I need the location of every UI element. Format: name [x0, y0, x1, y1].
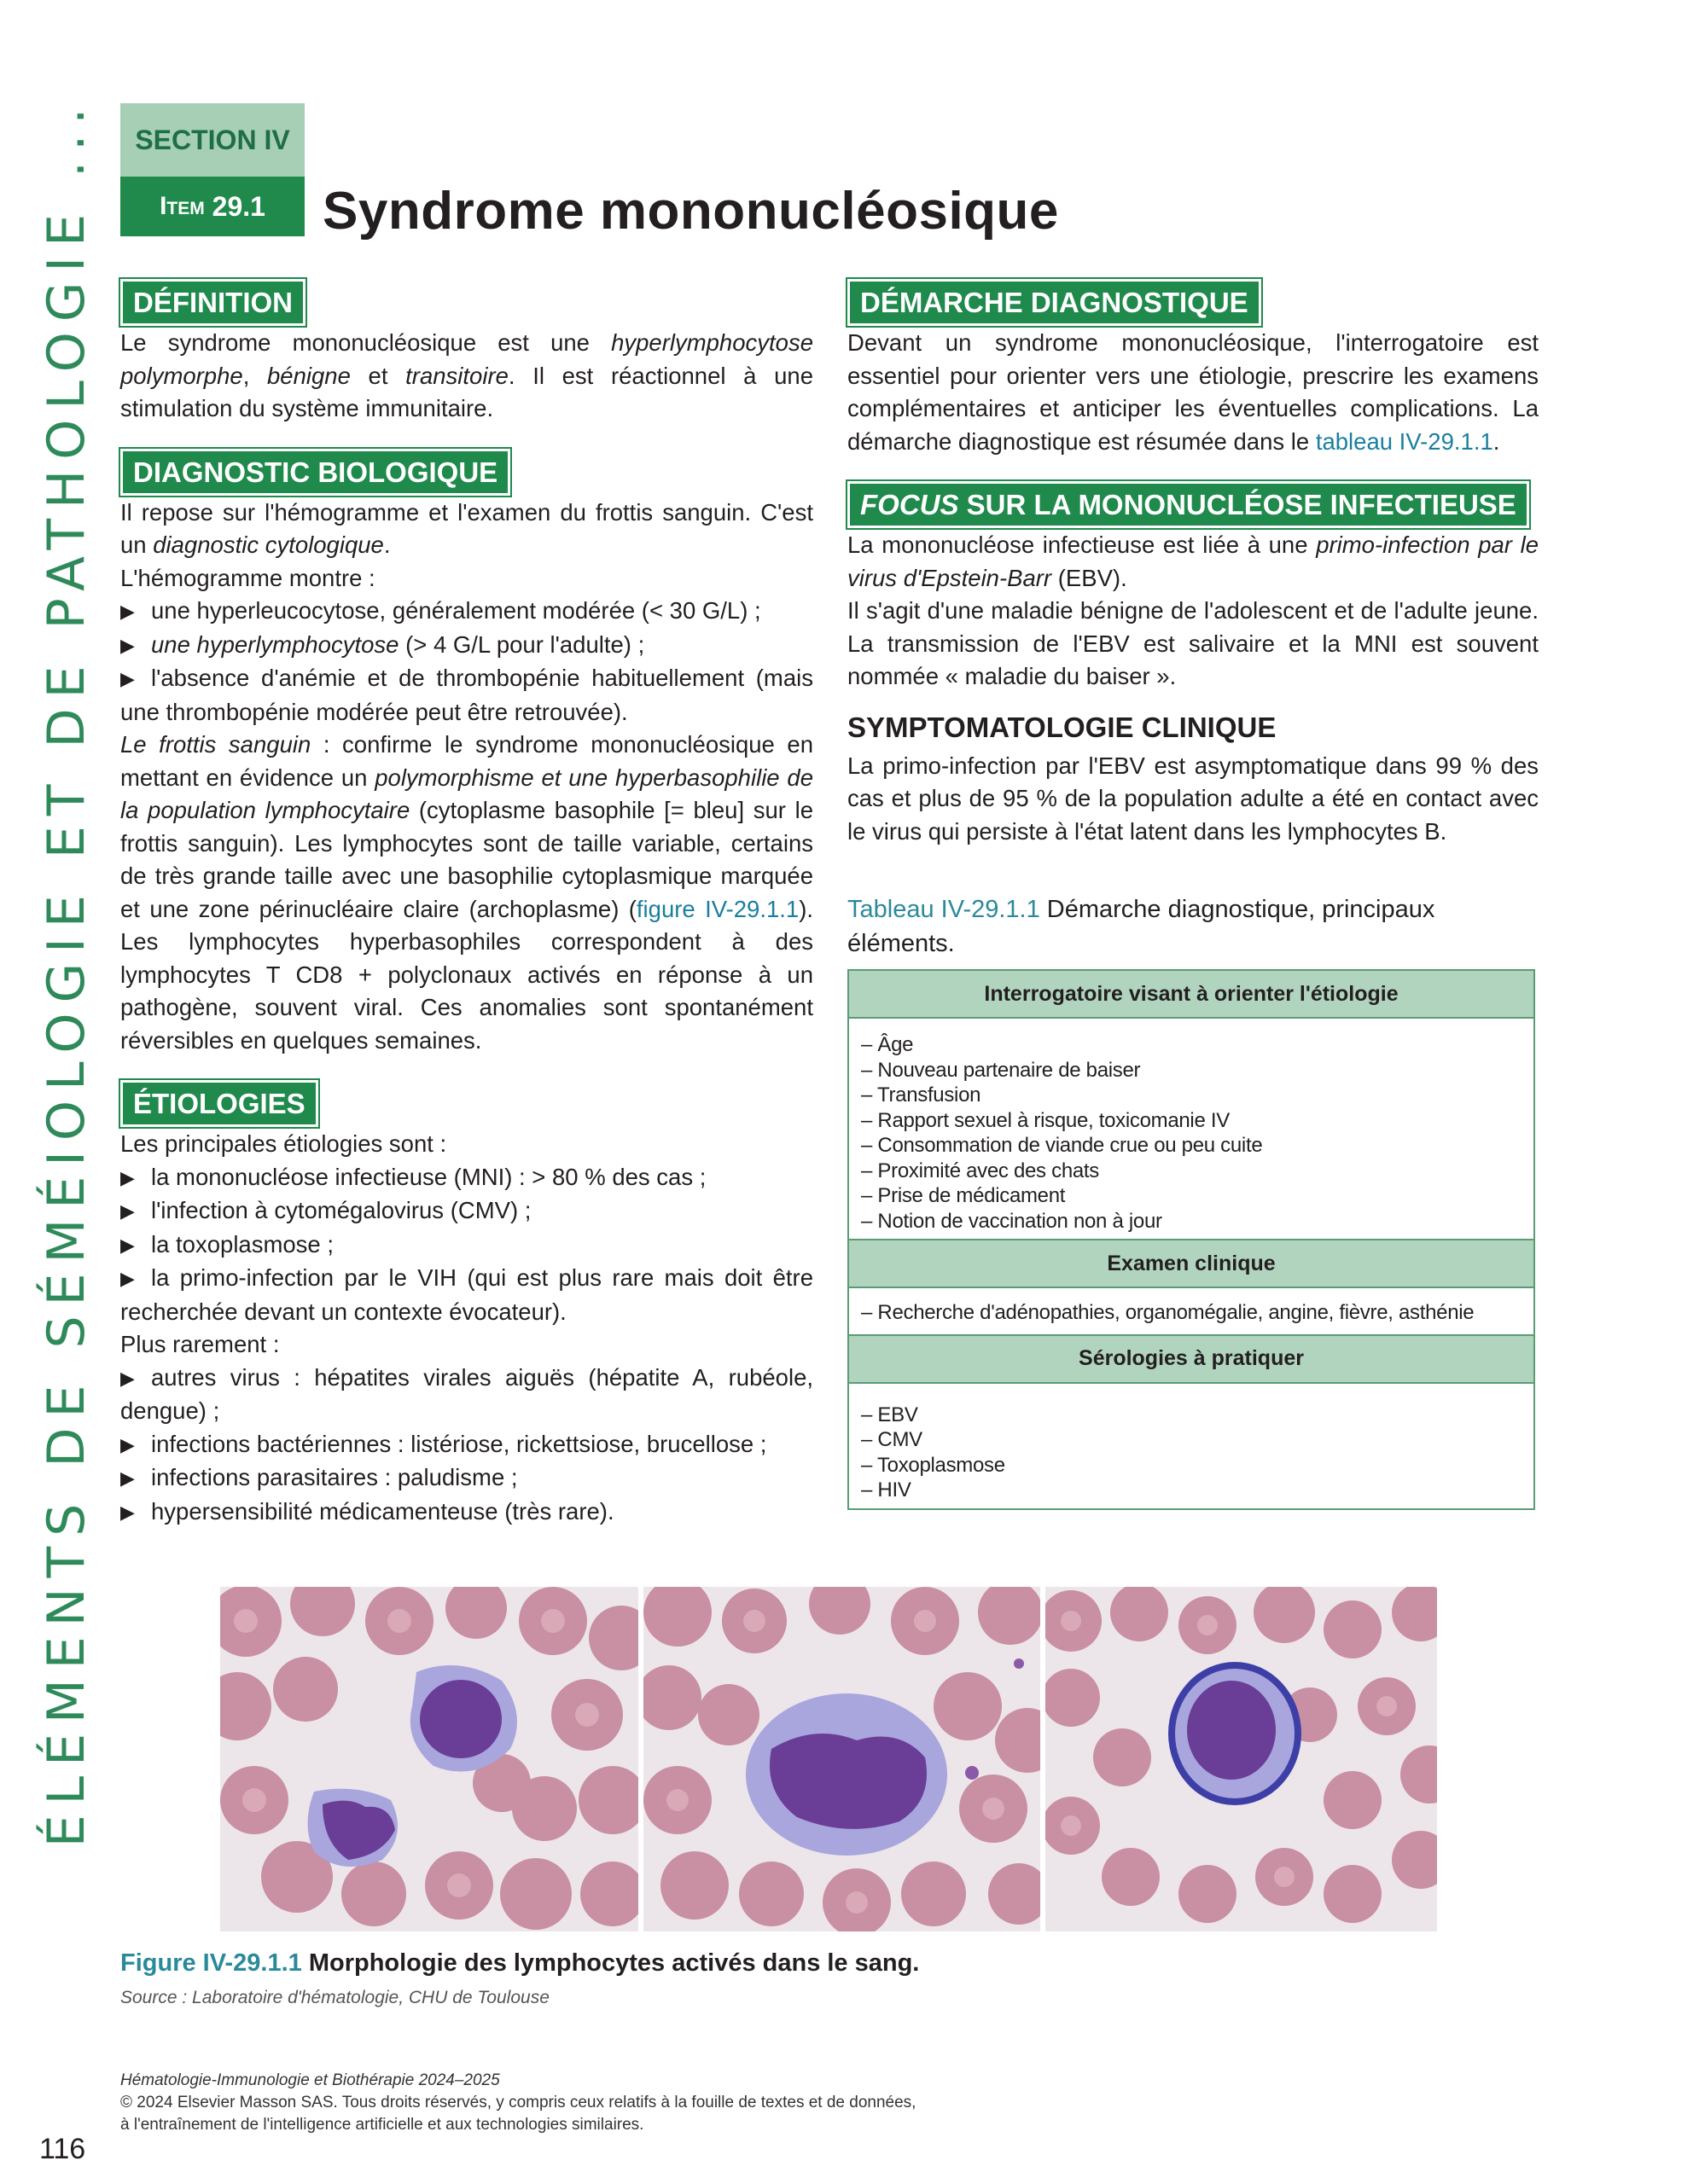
list-item: ▶ une hyperleucocytose, généralement modérée (< 30 G/L) ;	[120, 597, 761, 624]
list-item: – HIV	[861, 1478, 911, 1502]
list-item: – Notion de vaccination non à jour	[861, 1209, 1162, 1233]
list-item: – CMV	[861, 1428, 922, 1451]
list-item: ▶ la primo-infection par le VIH (qui est plus rare mais doit être recherchée devant un contexte évocateur).	[120, 1264, 813, 1325]
item-label	[120, 177, 305, 236]
figure-caption: Figure IV-29.1.1 Morphologie des lymphocytes activés dans le sang.	[120, 1949, 920, 1977]
list-item: ▶ autres virus : hépatites virales aiguës (hépatite A, rubéole, dengue) ;	[120, 1363, 813, 1424]
symptomatologie-text: La primo-infection par l'EBV est asymptomatique dans 99 % des cas et plus de 95 % de la population adulte a été en contact avec le virus qui persiste à l'état latent dans les lymphocytes B.	[847, 752, 1539, 845]
list-item: ▶ l'absence d'anémie et de thrombopénie habituellement (mais une thrombopénie modérée peut être retrouvée).	[120, 665, 813, 725]
list-item: ▶ infections parasitaires : paludisme ;	[120, 1464, 518, 1490]
copyright-line-2: à l'entraînement de l'intelligence artificielle et aux technologies similaires.	[120, 2116, 644, 2134]
list-item: – EBV	[861, 1403, 918, 1426]
list-item: ▶ la mononucléose infectieuse (MNI) : > 80 % des cas ;	[120, 1163, 707, 1190]
symptomatologie-heading: SYMPTOMATOLOGIE CLINIQUE	[847, 711, 1277, 743]
micrograph-2-image	[643, 1587, 1040, 1931]
list-item: ▶ la toxoplasmose ;	[120, 1230, 334, 1258]
list-item: – Rapport sexuel à risque, toxicomanie IV	[861, 1108, 1230, 1132]
list-item: ▶ hypersensibilité médicamenteuse (très rare).	[120, 1497, 614, 1525]
micrograph-3-image	[1045, 1587, 1437, 1931]
table-cell	[848, 1018, 1534, 1240]
list-item: – Recherche d'adénopathies, organomégalie, angine, fièvre, asthénie	[861, 1301, 1475, 1324]
list-item: – Toxoplasmose	[861, 1453, 1005, 1477]
diagnostic-bio-text: Il repose sur l'hémogramme et l'examen du frottis sanguin. C'est un diagnostic cytologique. L'hémogramme montre : ▶ une hyperleucocytose, généralement modérée (< 30 G/L) ; ▶ une hyperlymphocytose (> 4 G/L pour l'adulte) ; ▶ l'absence d'anémie et de thrombopénie habituellement (mais une thrombopénie modérée peut être retrouvée). Le frottis sanguin : confirme le syndrome mononucléosique en mettant en évidence un polymorphisme et une hyperbasophilie de la population lymphocytaire (cytoplasme basophile [= bleu] sur le frottis sanguin). Les lymphocytes sont de taille variable, certains de très grande taille avec une basophilie cytoplasmique marquée et une zone périnucléaire claire (archoplasme) (figure IV-29.1.1). Les lymphocytes hyperbasophiles correspondent à des lymphocytes T CD8 + polyclonaux activés en réponse à un pathogène, souvent viral. Ces anomalies sont spontanément réversibles en quelques semaines.	[120, 498, 814, 1054]
page-footer	[120, 2070, 1400, 2136]
list-item: ▶ une hyperlymphocytose (> 4 G/L pour l'adulte) ;	[120, 630, 645, 658]
book-title: Hématologie-Immunologie et Biothérapie 2024–2025	[120, 2071, 500, 2089]
micrograph-panel-3	[1045, 1587, 1437, 1931]
item-prefix: Item	[160, 192, 205, 220]
table-cell	[848, 1383, 1534, 1509]
figure-link[interactable]: figure IV-29.1.1	[636, 895, 800, 922]
etiologies-heading: ÉTIOLOGIES	[123, 1083, 316, 1124]
table-section-header: Interrogatoire visant à orienter l'étiologie	[848, 970, 1534, 1018]
left-column	[120, 282, 813, 1529]
table-cell	[848, 1287, 1534, 1335]
micrograph-panel-1	[220, 1587, 638, 1931]
list-item: – Nouveau partenaire de baiser	[861, 1058, 1141, 1082]
micrograph-1-image	[220, 1587, 638, 1931]
item-number: 29.1	[212, 190, 265, 222]
table-caption: Tableau IV-29.1.1 Démarche diagnostique, principaux éléments.	[847, 896, 1435, 957]
side-running-title: ÉLÉMENTS DE SÉMÉIOLOGIE ET DE PATHOLOGIE ...	[37, 97, 96, 1848]
etiologies-text: Les principales étiologies sont : ▶ la mononucléose infectieuse (MNI) : > 80 % des cas ; ▶ l'infection à cytomégalovirus (CMV) ; ▶ la toxoplasmose ; ▶ la primo-infection par le VIH (qui est plus rare mais doit être recherchée devant un contexte évocateur). Plus rarement : ▶ autres virus : hépatites virales aiguës (hépatite A, rubéole, dengue) ; ▶ infections bactériennes : listériose, rickettsiose, brucellose ; ▶ infections parasitaires : paludisme ; ▶ hypersensibilité médicamenteuse (très rare).	[120, 1128, 813, 1529]
table-section-header: Examen clinique	[848, 1240, 1534, 1287]
diagnostic-table	[847, 969, 1535, 1510]
focus-heading: FOCUS SUR LA MONONUCLÉOSE INFECTIEUSE	[850, 484, 1527, 526]
demarche-text: Devant un syndrome mononucléosique, l'interrogatoire est essentiel pour orienter vers une étiologie, prescrire les examens complémentaires et anticiper les éventuelles complications. La démarche diagnostique est résumée dans le tableau IV-29.1.1.	[847, 329, 1539, 455]
micrograph-panel-2	[643, 1587, 1040, 1931]
list-item: – Âge	[861, 1033, 914, 1056]
copyright-line-1: © 2024 Elsevier Masson SAS. Tous droits réservés, y compris ceux relatifs à la fouille de textes et de données,	[120, 2094, 916, 2111]
list-item: – Transfusion	[861, 1083, 981, 1107]
figure-source: Source : Laboratoire d'hématologie, CHU de Toulouse	[120, 1988, 550, 2007]
list-item: – Consommation de viande crue ou peu cuite	[861, 1134, 1263, 1157]
blood-smear-figure	[220, 1587, 1437, 1931]
focus-text: La mononucléose infectieuse est liée à une primo-infection par le virus d'Epstein-Barr (EBV). Il s'agit d'une maladie bénigne de l'adolescent et de l'adulte jeune. La transmission de l'EBV est salivaire et la MNI est souvent nommée « maladie du baiser ».	[847, 531, 1539, 689]
list-item: – Proximité avec des chats	[861, 1159, 1099, 1182]
definition-heading: DÉFINITION	[123, 282, 303, 323]
table-section-header: Sérologies à pratiquer	[848, 1335, 1534, 1383]
demarche-heading: DÉMARCHE DIAGNOSTIQUE	[850, 282, 1259, 323]
list-item: – Prise de médicament	[861, 1184, 1066, 1207]
right-column	[847, 282, 1539, 1510]
section-label: SECTION IV	[120, 103, 305, 177]
definition-text: Le syndrome mononucléosique est une hyperlymphocytose polymorphe, bénigne et transitoire. Il est réactionnel à une stimulation du système immunitaire.	[120, 329, 813, 421]
list-item: ▶ l'infection à cytomégalovirus (CMV) ;	[120, 1197, 532, 1223]
page-title: Syndrome mononucléosique	[323, 182, 1059, 241]
diagnostic-bio-heading: DIAGNOSTIC BIOLOGIQUE	[123, 451, 508, 493]
table-link[interactable]: tableau IV-29.1.1	[1315, 427, 1493, 455]
page-number: 116	[39, 2133, 86, 2165]
list-item: ▶ infections bactériennes : listériose, rickettsiose, brucellose ;	[120, 1430, 767, 1457]
